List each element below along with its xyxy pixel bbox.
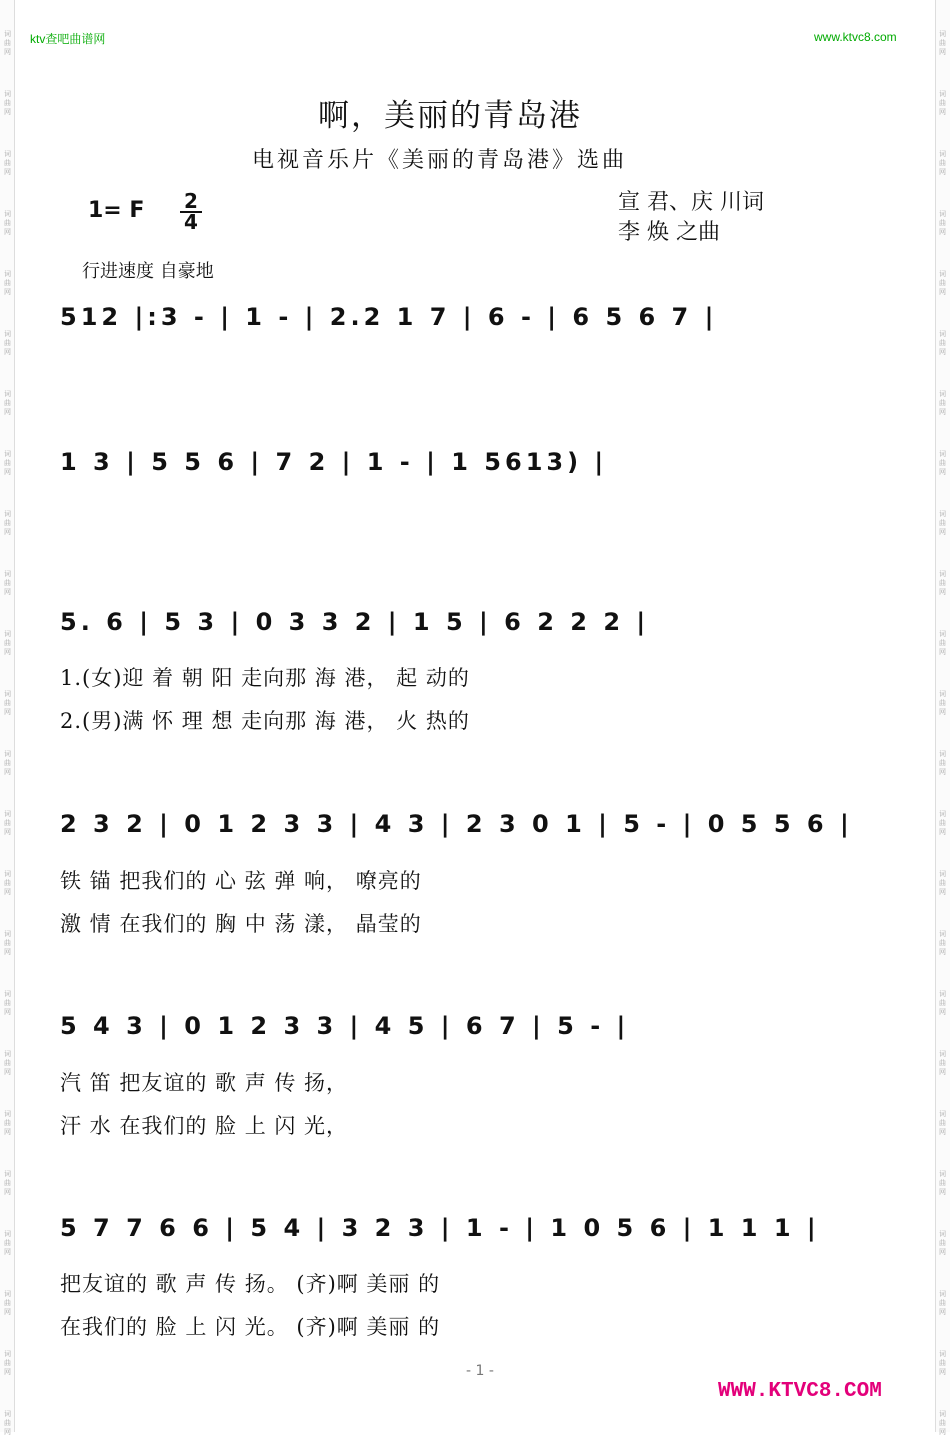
watermark-text: 词 曲 网 bbox=[939, 150, 946, 176]
watermark-text: 词 曲 网 bbox=[4, 150, 11, 176]
watermark-text: 词 曲 网 bbox=[939, 30, 946, 56]
watermark-text: 词 曲 网 bbox=[939, 870, 946, 896]
watermark-text: 词 曲 网 bbox=[939, 1050, 946, 1076]
watermark-text: 词 曲 网 bbox=[939, 1110, 946, 1136]
lyrics-line-3-verse-2: 2.(男)满 怀 理 想 走向那 海 港， 火 热的 bbox=[60, 709, 470, 733]
score-line-1: 512 |:3 - | 1 - | 2.2 1 7 | 6 - | 6 5 6 7 | bbox=[60, 303, 718, 331]
watermark-text: 词 曲 网 bbox=[4, 90, 11, 116]
time-signature-bottom: 4 bbox=[180, 211, 202, 232]
watermark-text: 词 曲 网 bbox=[4, 1110, 11, 1136]
lyricist-credit: 宣 君、庆 川词 bbox=[618, 190, 764, 215]
watermark-text: 词 曲 网 bbox=[4, 330, 11, 356]
lyrics-line-5-verse-1: 汽 笛 把友谊的 歌 声 传 扬， bbox=[60, 1071, 349, 1095]
watermark-text: 词 曲 网 bbox=[4, 750, 11, 776]
watermark-text: 词 曲 网 bbox=[4, 270, 11, 296]
watermark-text: 词 曲 网 bbox=[939, 210, 946, 236]
watermark-text: 词 曲 网 bbox=[939, 570, 946, 596]
watermark-text: 词 曲 网 bbox=[4, 870, 11, 896]
lyrics-line-5-verse-2: 汗 水 在我们的 脸 上 闪 光， bbox=[60, 1114, 349, 1138]
score-line-3: 5. 6 | 5 3 | 0 3 3 2 | 1 5 | 6 2 2 2 | bbox=[60, 608, 650, 636]
watermark-text: 词 曲 网 bbox=[4, 570, 11, 596]
page-number: - 1 - bbox=[466, 1363, 494, 1379]
watermark-text: 词 曲 网 bbox=[939, 90, 946, 116]
watermark-text: 词 曲 网 bbox=[4, 1050, 11, 1076]
watermark-text: 词 曲 网 bbox=[939, 270, 946, 296]
lyrics-line-4-verse-2: 激 情 在我们的 胸 中 荡 漾， 晶莹的 bbox=[60, 912, 422, 936]
watermark-text: 词 曲 网 bbox=[4, 1290, 11, 1316]
key-signature: 1= F bbox=[88, 198, 145, 223]
watermark-text: 词 曲 网 bbox=[939, 690, 946, 716]
watermark-text: 词 曲 网 bbox=[4, 510, 11, 536]
watermark-text: 词 曲 网 bbox=[4, 210, 11, 236]
watermark-text: 词 曲 网 bbox=[4, 1230, 11, 1256]
watermark-text: 词 曲 网 bbox=[4, 30, 11, 56]
watermark-text: 词 曲 网 bbox=[939, 1410, 946, 1436]
watermark-text: 词 曲 网 bbox=[4, 1350, 11, 1376]
lyrics-line-3-verse-1: 1.(女)迎 着 朝 阳 走向那 海 港， 起 动的 bbox=[60, 666, 470, 690]
watermark-text: 词 曲 网 bbox=[939, 930, 946, 956]
watermark-text: 词 曲 网 bbox=[939, 1350, 946, 1376]
score-line-6: 5 7 7 6 6 | 5 4 | 3 2 3 | 1 - | 1 0 5 6 | 1 1 1 | bbox=[60, 1214, 820, 1242]
composer-credit: 李 焕 之曲 bbox=[618, 220, 720, 245]
watermark-text: 词 曲 网 bbox=[4, 450, 11, 476]
watermark-text: 词 曲 网 bbox=[939, 1290, 946, 1316]
watermark-text: 词 曲 网 bbox=[939, 1170, 946, 1196]
watermark-text: 词 曲 网 bbox=[4, 630, 11, 656]
watermark-text: 词 曲 网 bbox=[939, 330, 946, 356]
watermark-text: 词 曲 网 bbox=[939, 1230, 946, 1256]
watermark-text: 词 曲 网 bbox=[4, 1170, 11, 1196]
tempo-marking: 行进速度 自豪地 bbox=[82, 261, 214, 282]
header-right-site: www.ktvc8.com bbox=[814, 30, 897, 44]
watermark-text: 词 曲 网 bbox=[4, 1410, 11, 1436]
lyrics-line-6-verse-2: 在我们的 脸 上 闪 光。 (齐)啊 美丽 的 bbox=[60, 1315, 441, 1339]
watermark-text: 词 曲 网 bbox=[939, 510, 946, 536]
header-left-site: ktv查吧曲谱网 bbox=[30, 32, 106, 46]
watermark-text: 词 曲 网 bbox=[939, 630, 946, 656]
score-line-2: 1 3 | 5 5 6 | 7 2 | 1 - | 1 5613) | bbox=[60, 448, 608, 476]
time-signature bbox=[180, 189, 202, 234]
lyrics-line-6-verse-1: 把友谊的 歌 声 传 扬。 (齐)啊 美丽 的 bbox=[60, 1272, 441, 1296]
score-line-5: 5 4 3 | 0 1 2 3 3 | 4 5 | 6 7 | 5 - | bbox=[60, 1012, 630, 1040]
watermark-text: 词 曲 网 bbox=[939, 810, 946, 836]
watermark-text: 词 曲 网 bbox=[939, 390, 946, 416]
watermark-text: 词 曲 网 bbox=[939, 990, 946, 1016]
watermark-text: 词 曲 网 bbox=[4, 810, 11, 836]
watermark-text: 词 曲 网 bbox=[4, 930, 11, 956]
watermark-text: 词 曲 网 bbox=[4, 690, 11, 716]
watermark-text: 词 曲 网 bbox=[939, 450, 946, 476]
watermark-text: 词 曲 网 bbox=[4, 390, 11, 416]
lyrics-line-4-verse-1: 铁 锚 把我们的 心 弦 弹 响， 嘹亮的 bbox=[60, 869, 422, 893]
song-subtitle: 电视音乐片《美丽的青岛港》选曲 bbox=[252, 148, 628, 173]
score-line-4: 2 3 2 | 0 1 2 3 3 | 4 3 | 2 3 0 1 | 5 - | 0 5 5 6 | bbox=[60, 810, 853, 838]
time-signature-top: 2 bbox=[184, 189, 198, 213]
footer-url: WWW.KTVC8.COM bbox=[718, 1380, 882, 1403]
song-title: 啊，美丽的青岛港 bbox=[318, 98, 582, 134]
watermark-text: 词 曲 网 bbox=[939, 750, 946, 776]
watermark-text: 词 曲 网 bbox=[4, 990, 11, 1016]
